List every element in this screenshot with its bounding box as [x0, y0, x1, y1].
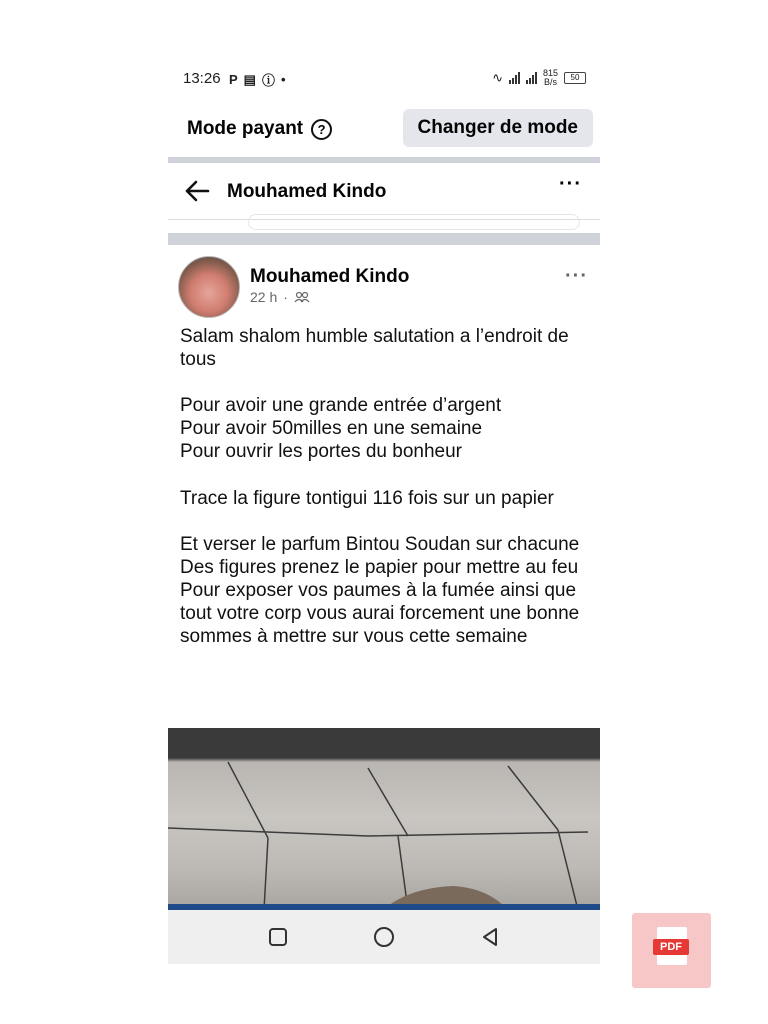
post-author[interactable]: Mouhamed Kindo — [250, 266, 410, 287]
status-right — [492, 69, 586, 87]
post-options-icon[interactable]: ··· — [565, 265, 588, 287]
post-paragraph: Salam shalom humble salutation a l’endroit de tous — [180, 326, 569, 371]
net-speed — [543, 69, 558, 87]
system-nav-bar — [168, 910, 600, 964]
square-icon[interactable] — [267, 926, 289, 948]
dot-icon: • — [280, 72, 286, 87]
mode-bar — [168, 100, 600, 156]
top-nav — [168, 163, 600, 220]
post-paragraph: Trace la figure tontigui 116 fois sur un papier — [180, 487, 554, 509]
signal-icon — [509, 72, 520, 84]
post-header — [168, 245, 600, 317]
profile-name-title: Mouhamed Kindo — [227, 181, 387, 202]
section-divider-2 — [168, 233, 600, 245]
pdf-watermark-badge[interactable] — [632, 913, 711, 988]
news-icon: ▤ — [243, 71, 256, 87]
more-horizontal-icon[interactable]: ··· — [559, 173, 582, 195]
triangle-back-icon[interactable] — [479, 926, 501, 948]
phone-screen — [168, 56, 600, 964]
status-bar — [168, 56, 600, 100]
avatar[interactable] — [178, 256, 240, 318]
comment-box-peek — [168, 220, 600, 232]
post-photo[interactable] — [168, 728, 600, 910]
activity-icon: ∿ — [492, 70, 503, 85]
friends-icon — [294, 291, 310, 303]
notification-icons — [229, 70, 286, 89]
status-time: 13:26 — [183, 70, 221, 87]
circle-icon[interactable] — [373, 926, 395, 948]
post-paragraph — [180, 464, 594, 487]
post-body — [180, 325, 594, 648]
paid-mode-indicator[interactable] — [187, 118, 332, 140]
facebook-icon: ⓘ — [261, 73, 275, 88]
net-speed-unit: B/s — [543, 77, 557, 87]
post-paragraph: Et verser le parfum Bintou Soudan sur chacune Des figures prenez le papier pour mettre au feu Pour exposer vos paumes à la fumée ainsi que tout votre corp vous aurai forcement une bonne sommes à mettre sur vous cette semaine — [180, 533, 580, 648]
separator-dot: · — [283, 289, 288, 305]
parking-icon: P — [229, 72, 238, 87]
mode-label: Mode payant — [187, 118, 304, 139]
question-circle-icon[interactable]: ? — [311, 119, 332, 140]
switch-mode-button[interactable]: Changer de mode — [403, 109, 593, 147]
back-arrow-icon[interactable] — [184, 180, 210, 202]
comment-pill — [248, 214, 580, 230]
floor-tiles-image — [168, 728, 600, 910]
net-speed-value: 815 — [542, 68, 558, 78]
post-paragraph — [180, 371, 594, 394]
signal-2-icon — [526, 72, 537, 84]
post-paragraph — [180, 510, 594, 533]
pdf-label: PDF — [653, 939, 689, 955]
post-meta — [250, 289, 310, 305]
post-time[interactable]: 22 h — [250, 289, 278, 305]
battery-icon: 50 — [564, 72, 586, 84]
post-paragraph: Pour avoir une grande entrée d’argent Pour avoir 50milles en une semaine Pour ouvrir les portes du bonheur — [180, 395, 502, 463]
